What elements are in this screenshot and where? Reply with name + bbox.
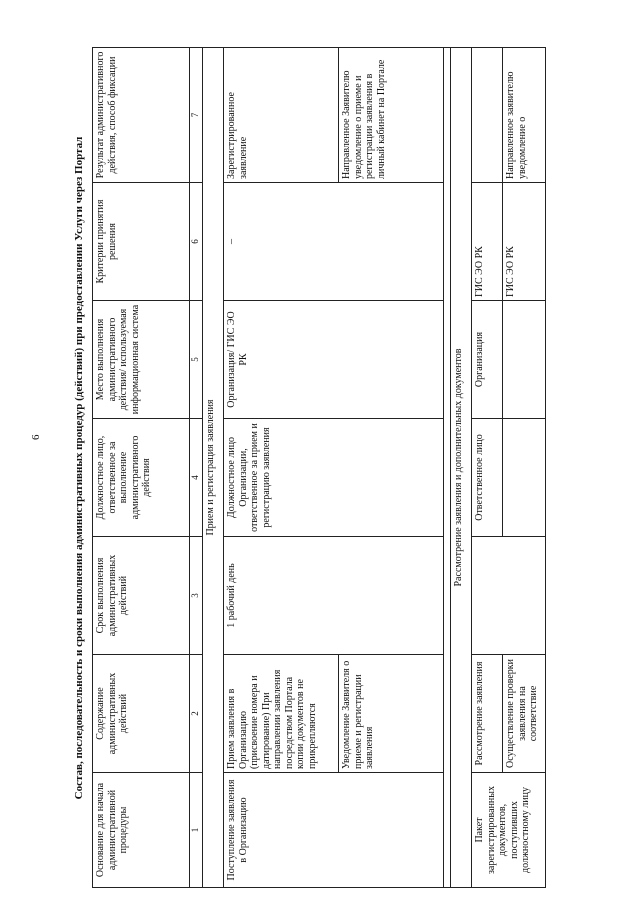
header-cell: Должностное лицо, ответственное за выполнение административного действия — [93, 419, 190, 537]
basis-cell: Пакет зарегистрированных документов, поступивших должностному лицу — [472, 773, 546, 888]
result-cell: Направленное Заявителю уведомление о приеме и регистрации заявления в личный кабинет на Портале — [339, 48, 444, 183]
result-cell — [472, 48, 503, 183]
section-title: Рассмотрение заявления и дополнительных документов — [451, 48, 472, 888]
action-cell: Уведомление Заявителя о приеме и регистрации заявления — [339, 655, 444, 773]
column-number: 1 — [190, 773, 203, 888]
basis-cell: Поступление заявления в Организацию — [224, 773, 444, 888]
criteria-cell: ГИС ЭО РК — [472, 183, 503, 301]
document-title: Состав, последовательность и сроки выполнения административных процедур (действий) при предоставлении Услуги через Портал — [73, 136, 85, 800]
deadline-cell: 1 рабочий день — [224, 537, 444, 655]
header-cell: Место выполнения административного действия/ используемая информационная система — [93, 301, 190, 419]
column-number-row — [190, 48, 203, 888]
action-cell: Прием заявления в Организацию (присвоение номера и датирование) При направлении заявления посредством Портала копии документов не прикрепляются — [224, 655, 339, 773]
place-cell: Организация — [472, 301, 503, 419]
deadline-cell — [472, 537, 546, 655]
criteria-cell: ГИС ЭО РК — [503, 183, 546, 301]
responsible-cell: Должностное лицо Организации, ответственное за прием и регистрацию заявления — [224, 419, 444, 537]
column-number: 5 — [190, 301, 203, 419]
rotated-document-sheet — [68, 43, 623, 893]
action-cell: Осуществление проверки заявления на соответствие — [503, 655, 546, 773]
column-number: 7 — [190, 48, 203, 183]
column-number: 6 — [190, 183, 203, 301]
header-cell: Срок выполнения административных действий — [93, 537, 190, 655]
action-cell: Рассмотрение заявления — [472, 655, 503, 773]
column-number: 3 — [190, 537, 203, 655]
table-header-row — [93, 48, 190, 888]
responsible-cell: Ответственное лицо — [472, 419, 503, 537]
column-number: 2 — [190, 655, 203, 773]
header-cell: Результат административного действия, способ фиксации — [93, 48, 190, 183]
section-row — [451, 48, 472, 888]
header-cell: Содержание административных действий — [93, 655, 190, 773]
place-cell — [503, 301, 546, 419]
column-number: 4 — [190, 419, 203, 537]
result-cell: Зарегистрированное заявление — [224, 48, 339, 183]
criteria-cell: – — [224, 183, 444, 301]
result-cell: Направленное заявителю уведомление о — [503, 48, 546, 183]
header-cell: Основание для начала административной процедуры — [93, 773, 190, 888]
table-row — [224, 48, 339, 888]
spacer-row — [444, 48, 451, 888]
header-cell: Критерии принятия решения — [93, 183, 190, 301]
section-row — [203, 48, 224, 888]
table-row — [472, 48, 503, 888]
procedures-table — [92, 47, 546, 888]
page-number: 6 — [30, 434, 42, 440]
responsible-cell — [503, 419, 546, 537]
table-row — [503, 48, 546, 888]
place-cell: Организация/ ГИС ЭО РК — [224, 301, 444, 419]
section-title: Прием и регистрация заявления — [203, 48, 224, 888]
